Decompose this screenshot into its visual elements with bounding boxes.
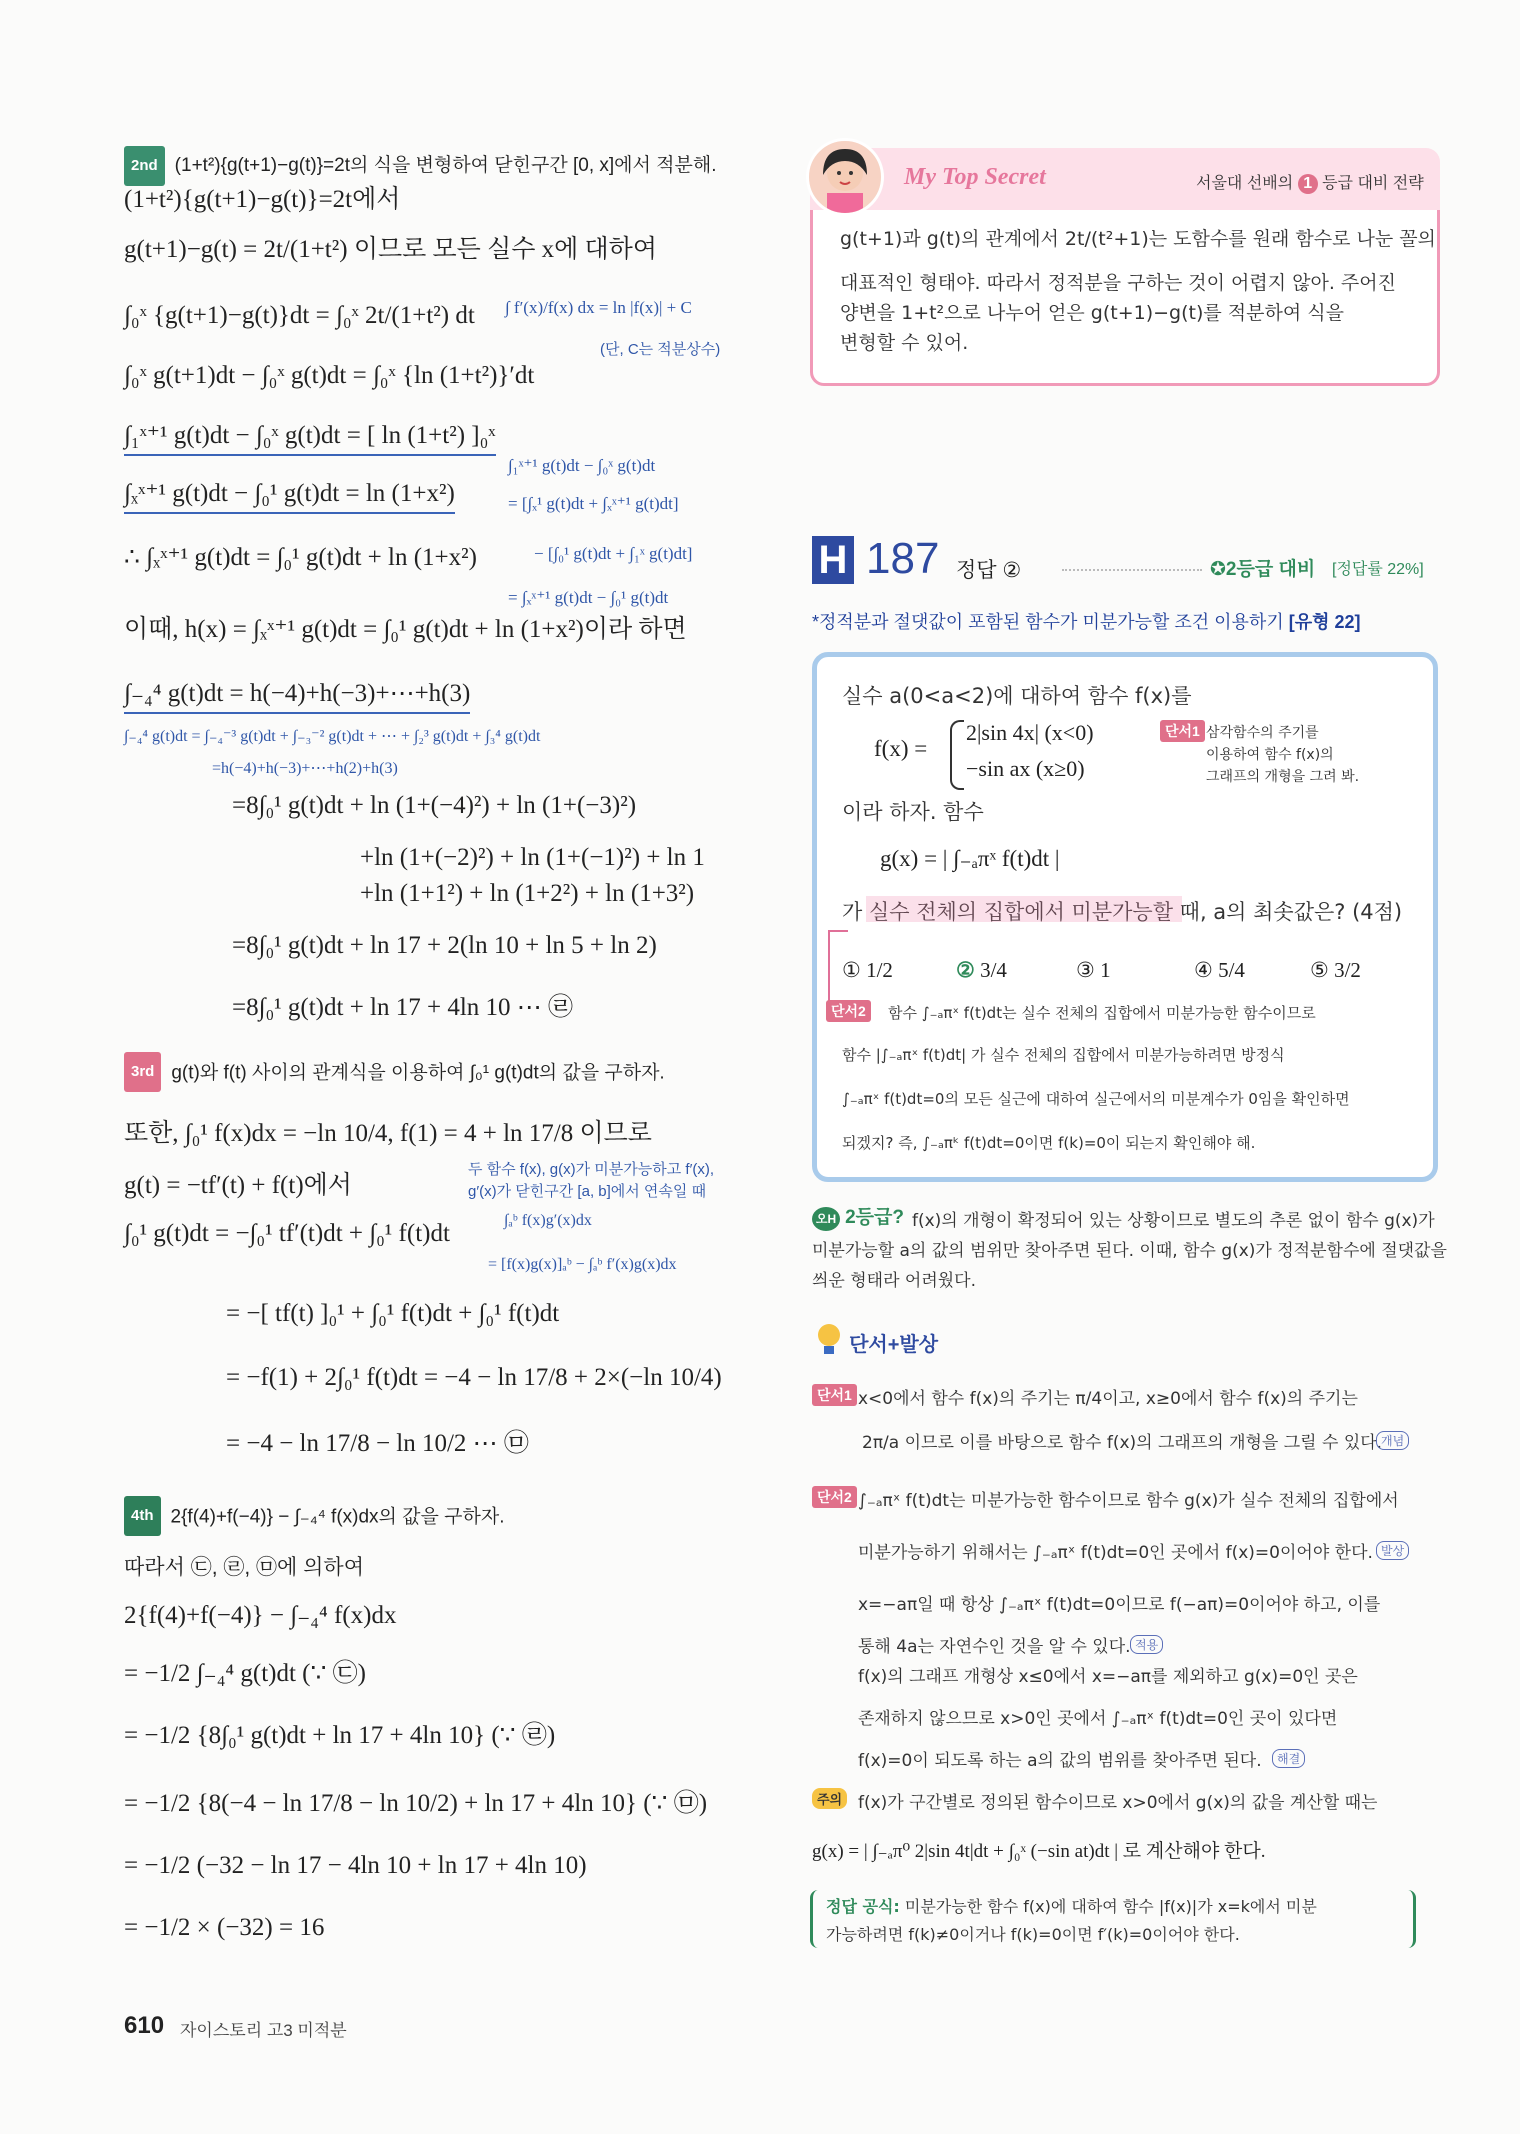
eq-line-18: ∫₀¹ g(t)dt = −∫₀¹ tf′(t)dt + ∫₀¹ f(t)dt bbox=[124, 1220, 450, 1247]
tag-idea bbox=[1376, 1540, 1409, 1560]
eq-line-24: = −1/2 ∫₋₄⁴ g(t)dt (∵ ㉢) bbox=[124, 1660, 366, 1687]
clue2-badge: 단서2 bbox=[812, 1486, 857, 1508]
top-secret-title: My Top Secret bbox=[904, 164, 1046, 190]
top-secret-sub-text: 서울대 선배의 bbox=[1196, 175, 1294, 192]
secret-text-4: 변형할 수 있어. bbox=[840, 332, 969, 354]
clue2-e: f(x)의 그래프 개형상 x≤0에서 x=−aπ를 제외하고 g(x)=0인 곳은 bbox=[858, 1667, 1358, 1687]
choice-5-val: 3/2 bbox=[1334, 958, 1361, 982]
why-header bbox=[812, 1202, 904, 1231]
eq-line-26: = −1/2 {8(−4 − ln 17/8 − ln 10/2) + ln 17 + 4ln 10} (∵ ㉤) bbox=[124, 1790, 708, 1817]
eq-line-6: ∫ₓˣ⁺¹ g(t)dt − ∫₀¹ g(t)dt = ln (1+x²) bbox=[124, 476, 455, 514]
step3-text: g(t)와 f(t) 사이의 관계식을 이용하여 ∫₀¹ g(t)dt의 값을 구하자. bbox=[171, 1062, 665, 1084]
constant-note: (단, C는 적분상수) bbox=[600, 341, 721, 358]
top-secret-sub bbox=[1196, 170, 1424, 194]
problem-q1: 실수 a(0<a<2)에 대하여 함수 f(x)를 bbox=[842, 684, 1192, 708]
clue2-g: f(x)=0이 되도록 하는 a의 값의 범위를 찾아주면 된다. bbox=[858, 1751, 1262, 1771]
choice-4-val: 5/4 bbox=[1218, 958, 1245, 982]
tag-concept bbox=[1376, 1430, 1409, 1450]
choice-1-val: 1/2 bbox=[866, 958, 893, 982]
eq-line-8: 이때, h(x) = ∫ₓˣ⁺¹ g(t)dt = ∫₀¹ g(t)dt + ln (1+x²)이라 하면 bbox=[124, 616, 687, 643]
secret-text-1: g(t+1)과 g(t)의 관계에서 2t/(t²+1)는 도함수를 원래 함수로 나눈 꼴의 bbox=[840, 228, 1436, 250]
why-badge: 오H bbox=[812, 1207, 840, 1231]
case-1: 2|sin 4x| (x<0) bbox=[966, 720, 1094, 745]
choice-3-num: ③ bbox=[1076, 958, 1095, 982]
eq-line-22: 따라서 ㉢, ㉣, ㉤에 의하여 bbox=[124, 1556, 365, 1579]
problem-h-badge: H bbox=[812, 536, 854, 584]
top-secret-sub-num: 1 bbox=[1298, 174, 1318, 194]
note-18b: = [f(x)g(x)]ₐᵇ − ∫ₐᵇ f′(x)g(x)dx bbox=[488, 1256, 677, 1273]
choice-3[interactable] bbox=[1076, 958, 1111, 983]
note-10: ∫₋₄⁴ g(t)dt = ∫₋₄⁻³ g(t)dt + ∫₋₃⁻² g(t)dt + ⋯ + ∫₂³ g(t)dt + ∫₃⁴ g(t)dt bbox=[124, 728, 541, 745]
log-derivative-note: ∫ f′(x)/f(x) dx = ln |f(x)| + C bbox=[505, 298, 692, 317]
clue2-a: ∫₋ₐπˣ f(t)dt는 미분가능한 함수이므로 함수 g(x)가 실수 전체의 집합에서 bbox=[858, 1491, 1399, 1511]
step2-badge: 2nd bbox=[124, 146, 165, 186]
eq-line-20: = −f(1) + 2∫₀¹ f(t)dt = −4 − ln 17/8 + 2×(−ln 10/4) bbox=[226, 1364, 722, 1391]
hint2-connector bbox=[828, 930, 848, 1008]
why-t2: 미분가능할 a의 값의 범위만 찾아주면 된다. 이때, 함수 g(x)가 정적분함수에 절댓값을 bbox=[812, 1241, 1447, 1261]
note-17b: g′(x)가 닫힌구간 [a, b]에서 연속일 때 bbox=[468, 1183, 707, 1200]
note-6b: = [∫ₓ¹ g(t)dt + ∫ₓˣ⁺¹ g(t)dt] bbox=[508, 494, 679, 513]
choice-1-num: ① bbox=[842, 958, 861, 982]
tag-idea-text: 발상 bbox=[1376, 1541, 1409, 1560]
eq-line-28: = −1/2 × (−32) = 16 bbox=[124, 1914, 325, 1941]
problem-number: 187 bbox=[866, 534, 940, 583]
problem-q3: 가 실수 전체의 집합에서 미분가능할 때, a의 최솟값은? (4점) bbox=[842, 900, 1403, 924]
secret-text-2: 대표적인 형태야. 따라서 정적분을 구하는 것이 어렵지 않아. 주어진 bbox=[840, 272, 1396, 294]
hint1-a: 삼각함수의 주기를 bbox=[1206, 725, 1319, 741]
problem-grade: ✪2등급 대비 bbox=[1210, 559, 1316, 580]
note-7: − [∫₀¹ g(t)dt + ∫₁ˣ g(t)dt] bbox=[534, 544, 693, 563]
answer-formula-t2: 가능하려면 f(k)≠0이거나 f(k)=0이면 f′(k)=0이어야 한다. bbox=[826, 1925, 1240, 1944]
page-number: 610 bbox=[124, 2012, 165, 2039]
clue2 bbox=[812, 1486, 857, 1508]
avatar-icon bbox=[806, 138, 884, 216]
choice-4[interactable] bbox=[1194, 958, 1245, 983]
eq-line-12: +ln (1+(−2)²) + ln (1+(−1)²) + ln 1 bbox=[360, 844, 705, 871]
clue2-c: x=−aπ일 때 항상 ∫₋ₐπˣ f(t)dt=0이므로 f(−aπ)=0이어야 하고, 이를 bbox=[858, 1595, 1381, 1615]
problem-rate: [정답률 22%] bbox=[1332, 561, 1424, 578]
top-secret-sub-text2: 등급 대비 전략 bbox=[1322, 175, 1424, 192]
answer-formula-t1: 미분가능한 함수 f(x)에 대하여 함수 |f(x)|가 x=k에서 미분 bbox=[904, 1897, 1317, 1916]
caution-badge: 주의 bbox=[812, 1788, 847, 1809]
problem-topic-type: [유형 22] bbox=[1288, 612, 1361, 632]
choice-4-num: ④ bbox=[1194, 958, 1213, 982]
eq-line-3: ∫₀ˣ {g(t+1)−g(t)}dt = ∫₀ˣ 2t/(1+t²) dt bbox=[124, 302, 475, 329]
step4-header bbox=[124, 1496, 505, 1536]
eq-line-1: (1+t²){g(t+1)−g(t)}=2t에서 bbox=[124, 186, 401, 213]
eq-line-15: =8∫₀¹ g(t)dt + ln 17 + 4ln 10 ⋯ ㉣ bbox=[232, 994, 574, 1021]
answer-formula-label: 정답 공식: bbox=[826, 1897, 900, 1916]
note-10b: =h(−4)+h(−3)+⋯+h(2)+h(3) bbox=[212, 760, 398, 777]
clue1 bbox=[812, 1384, 857, 1406]
tag-solve-text: 해결 bbox=[1272, 1749, 1305, 1768]
choice-1[interactable] bbox=[842, 958, 893, 983]
clue1-b: 2π/a 이므로 이를 바탕으로 함수 f(x)의 그래프의 개형을 그릴 수 있다. bbox=[862, 1433, 1383, 1453]
clue-title: 단서+발상 bbox=[849, 1334, 939, 1356]
eq-line-11: =8∫₀¹ g(t)dt + ln (1+(−4)²) + ln (1+(−3)²) bbox=[232, 792, 637, 819]
problem-topic-text: *정적분과 절댓값이 포함된 함수가 미분가능할 조건 이용하기 bbox=[812, 612, 1284, 632]
tag-solve bbox=[1272, 1748, 1305, 1768]
problem-topic bbox=[812, 608, 1361, 634]
eq-line-21: = −4 − ln 17/8 − ln 10/2 ⋯ ㉤ bbox=[226, 1430, 529, 1457]
hint2-c: ∫₋ₐπˣ f(t)dt=0의 모든 실근에 대하여 실근에서의 미분계수가 0임을 확인하면 bbox=[842, 1090, 1350, 1108]
note-6a: ∫₁ˣ⁺¹ g(t)dt − ∫₀ˣ g(t)dt bbox=[508, 456, 656, 475]
caution-b: g(x) = | ∫₋ₐπ⁰ 2|sin 4t|dt + ∫₀ˣ (−sin at)dt | 로 계산해야 한다. bbox=[812, 1841, 1266, 1862]
problem-answer: 정답 ② bbox=[956, 559, 1022, 582]
step4-badge: 4th bbox=[124, 1496, 161, 1536]
note-17: 두 함수 f(x), g(x)가 미분가능하고 f′(x), bbox=[468, 1161, 715, 1178]
clue2-b: 미분가능하기 위해서는 ∫₋ₐπˣ f(t)dt=0인 곳에서 f(x)=0이어야 한다. bbox=[858, 1543, 1373, 1563]
fx-lhs: f(x) = bbox=[874, 736, 928, 761]
highlight bbox=[866, 896, 1182, 922]
eq-line-27: = −1/2 (−32 − ln 17 − 4ln 10 + ln 17 + 4ln 10) bbox=[124, 1852, 587, 1879]
choice-2-val: 3/4 bbox=[980, 958, 1007, 982]
answer-formula-1 bbox=[826, 1894, 1317, 1917]
hint2 bbox=[826, 1000, 871, 1022]
secret-text-3: 양변을 1+t²으로 나누어 얻은 g(t+1)−g(t)를 적분하여 식을 bbox=[840, 302, 1344, 324]
eq-line-19: = −[ tf(t) ]₀¹ + ∫₀¹ f(t)dt + ∫₀¹ f(t)dt bbox=[226, 1300, 560, 1327]
note-18: ∫ₐᵇ f(x)g′(x)dx bbox=[504, 1212, 592, 1229]
problem-grade-text: 2등급 대비 bbox=[1225, 559, 1316, 580]
why-title: 2등급? bbox=[845, 1207, 904, 1228]
hint2-badge: 단서2 bbox=[826, 1000, 871, 1022]
step4-text: 2{f(4)+f(−4)} − ∫₋₄⁴ f(x)dx의 값을 구하자. bbox=[170, 1506, 505, 1528]
case-brace bbox=[950, 720, 964, 790]
choice-2[interactable] bbox=[956, 958, 1007, 983]
hint2-d: 되겠지? 즉, ∫₋ₐπᵏ f(t)dt=0이면 f(k)=0이 되는지 확인해야 해. bbox=[842, 1134, 1256, 1152]
tag-apply-text: 적용 bbox=[1130, 1635, 1163, 1654]
choice-5-num: ⑤ bbox=[1310, 958, 1329, 982]
eq-line-23: 2{f(4)+f(−4)} − ∫₋₄⁴ f(x)dx bbox=[124, 1602, 397, 1629]
problem-q2: 이라 하자. 함수 bbox=[842, 800, 984, 824]
eq-line-14: =8∫₀¹ g(t)dt + ln 17 + 2(ln 10 + ln 5 + ln 2) bbox=[232, 932, 657, 959]
step2-header bbox=[124, 146, 717, 186]
caution-a: f(x)가 구간별로 정의된 함수이므로 x>0에서 g(x)의 값을 계산할 때는 bbox=[858, 1793, 1378, 1813]
clue-header bbox=[814, 1322, 938, 1362]
hint1-c: 그래프의 개형을 그려 봐. bbox=[1206, 769, 1360, 785]
why-t1: f(x)의 개형이 확정되어 있는 상황이므로 별도의 추론 없이 함수 g(x)가 bbox=[912, 1211, 1435, 1231]
caution bbox=[812, 1788, 847, 1809]
step3-header bbox=[124, 1052, 665, 1092]
hint1-b: 이용하여 함수 f(x)의 bbox=[1206, 747, 1334, 763]
choice-5[interactable] bbox=[1310, 958, 1361, 983]
step3-badge: 3rd bbox=[124, 1052, 161, 1092]
why-t3: 씌운 형태라 어려웠다. bbox=[812, 1271, 977, 1291]
eq-line-9: ∫₋₄⁴ g(t)dt = h(−4)+h(−3)+⋯+h(3) bbox=[124, 676, 470, 714]
clue1-badge: 단서1 bbox=[812, 1384, 857, 1406]
hint2-a: 함수 ∫₋ₐπˣ f(t)dt는 실수 전체의 집합에서 미분가능한 함수이므로 bbox=[888, 1004, 1316, 1022]
step2-text: (1+t²){g(t+1)−g(t)}=2t의 식을 변형하여 닫힌구간 [0, x]에서 적분해. bbox=[174, 155, 717, 176]
book-title: 자이스토리 고3 미적분 bbox=[180, 2021, 347, 2040]
choice-3-val: 1 bbox=[1100, 958, 1111, 982]
choice-2-num: ② bbox=[956, 958, 975, 982]
dotted-divider bbox=[1062, 569, 1202, 571]
eq-line-7: ∴ ∫ₓˣ⁺¹ g(t)dt = ∫₀¹ g(t)dt + ln (1+x²) bbox=[124, 544, 477, 571]
clue2-f: 존재하지 않으므로 x>0인 곳에서 ∫₋ₐπˣ f(t)dt=0인 곳이 있다면 bbox=[858, 1709, 1338, 1729]
eq-line-16: 또한, ∫₀¹ f(x)dx = −ln 10/4, f(1) = 4 + ln 17/8 이므로 bbox=[124, 1120, 652, 1147]
eq-line-25: = −1/2 {8∫₀¹ g(t)dt + ln 17 + 4ln 10} (∵ ㉣) bbox=[124, 1722, 556, 1749]
gx-def: g(x) = | ∫₋ₐπˣ f(t)dt | bbox=[880, 846, 1060, 871]
hint1-badge: 단서1 bbox=[1160, 720, 1205, 742]
tag-concept-text: 개념 bbox=[1376, 1431, 1409, 1450]
hint2-b: 함수 |∫₋ₐπˣ f(t)dt| 가 실수 전체의 집합에서 미분가능하려면 방정식 bbox=[842, 1046, 1285, 1064]
clue1-a: x<0에서 함수 f(x)의 주기는 π/4이고, x≥0에서 함수 f(x)의 주기는 bbox=[858, 1389, 1358, 1409]
eq-line-13: +ln (1+1²) + ln (1+2²) + ln (1+3²) bbox=[360, 880, 695, 907]
lightbulb-icon bbox=[814, 1322, 844, 1358]
eq-line-5: ∫₁ˣ⁺¹ g(t)dt − ∫₀ˣ g(t)dt = [ ln (1+t²) ]₀ˣ bbox=[124, 418, 496, 456]
case-2: −sin ax (x≥0) bbox=[966, 756, 1085, 781]
clue2-d: 통해 4a는 자연수인 것을 알 수 있다. bbox=[858, 1637, 1131, 1657]
hint1 bbox=[1160, 720, 1205, 742]
tag-apply bbox=[1130, 1634, 1163, 1654]
note-8: = ∫ₓˣ⁺¹ g(t)dt − ∫₀¹ g(t)dt bbox=[508, 588, 669, 607]
eq-line-4: ∫₀ˣ g(t+1)dt − ∫₀ˣ g(t)dt = ∫₀ˣ {ln (1+t²)}′dt bbox=[124, 362, 535, 389]
eq-line-17: g(t) = −tf′(t) + f(t)에서 bbox=[124, 1172, 352, 1199]
eq-line-2: g(t+1)−g(t) = 2t/(1+t²) 이므로 모든 실수 x에 대하여 bbox=[124, 236, 657, 263]
